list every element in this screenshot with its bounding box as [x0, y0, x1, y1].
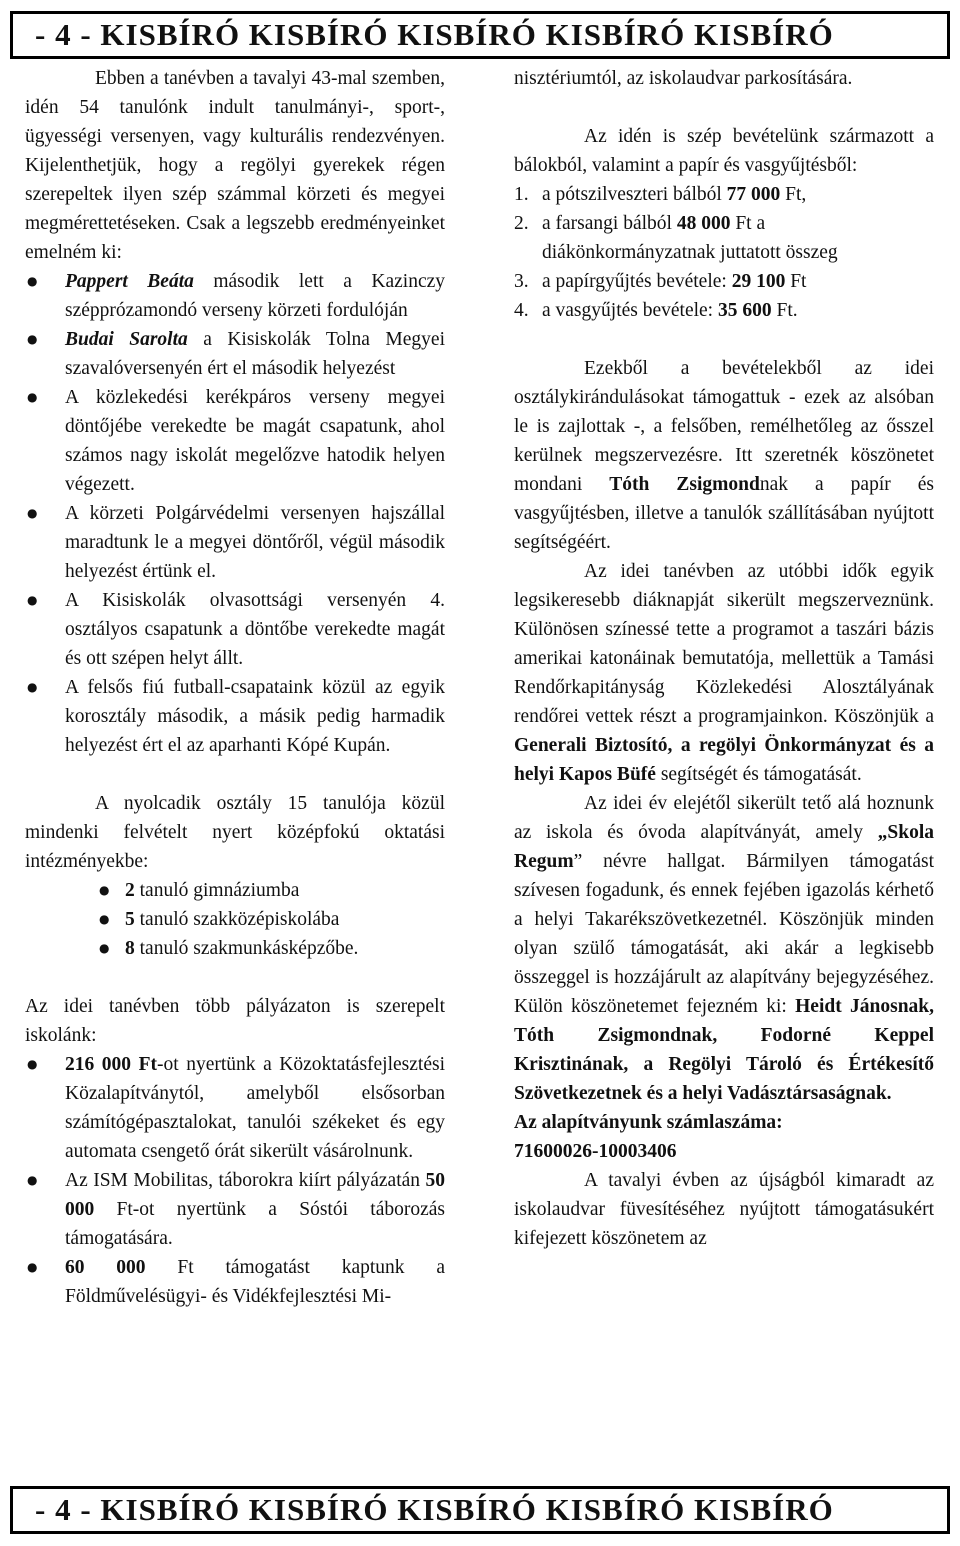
account-number: 71600026-10003406	[514, 1141, 677, 1162]
list-item: ● 8 tanuló szakmunkásképzőbe.	[97, 934, 445, 963]
list-item: ● 60 000 Ft támogatást kaptunk a Földművelésügyi- és Vidékfejlesztési Mi-	[25, 1253, 445, 1311]
list-item: ● 5 tanuló szakközépiskolába	[97, 905, 445, 934]
list-item: ● 216 000 Ft-ot nyertünk a Közoktatásfejlesztési Közalapítványtól, amelyből elsősorban számítógépasztalokat, tanulói székeket és egy automata csengető órát sikerült vásárolnunk.	[25, 1050, 445, 1166]
list-item: ● Az ISM Mobilitas, táborokra kiírt pályázatán 50 000 Ft-ot nyertünk a Sóstói táborozás támogatására.	[25, 1166, 445, 1253]
schools-list	[97, 876, 445, 963]
left-column	[25, 64, 445, 1311]
right-column	[514, 64, 934, 1253]
list-item: ● A körzeti Polgárvédelmi versenyen hajszállal maradtunk le a megyei döntőről, végül második helyezést értünk el.	[25, 499, 445, 586]
list-item: 3. a papírgyűjtés bevétele: 29 100 Ft	[514, 271, 807, 292]
income-intro: Az idén is szép bevételünk származott a bálokból, valamint a papír és vasgyűjtésből:	[514, 126, 934, 176]
eighth-grade-paragraph: A nyolcadik osztály 15 tanulója közül mindenki felvételt nyert középfokú oktatási intézményekbe:	[25, 793, 445, 872]
list-item: 4. a vasgyűjtés bevétele: 35 600 Ft.	[514, 300, 798, 321]
grants-intro: Az idei tanévben több pályázaton is szerepelt iskolánk:	[25, 996, 445, 1046]
grants-list	[25, 1050, 445, 1311]
list-item: ● 2 tanuló gimnáziumba	[97, 876, 445, 905]
account-label: Az alapítványunk számlaszáma:	[514, 1112, 783, 1133]
list-item: ● Pappert Beáta második lett a Kazinczy szépprózamondó verseny körzeti fordulóján	[25, 267, 445, 325]
header-banner: - 4 - KISBÍRÓ KISBÍRÓ KISBÍRÓ KISBÍRÓ KISBÍRÓ	[10, 11, 950, 59]
list-item: 1. a pótszilveszteri bálból 77 000 Ft,	[514, 184, 807, 205]
list-item: 2. a farsangi bálból 48 000 Ft a diákönkormányzatnak juttatott összeg	[514, 213, 838, 263]
results-list	[25, 267, 445, 760]
intro-paragraph: Ebben a tanévben a tavalyi 43-mal szemben, idén 54 tanulónk indult tanulmányi-, sport-, ügyességi versenyen, vagy kulturális rendezvényen. Kijelenthetjük, hogy a regölyi gyerekek régen szerepeltek ilyen szép számmal körzeti és megyei megmérettetéseken. Csak a legszebb eredményeinket emelném ki:	[25, 68, 445, 263]
student-day-paragraph: Az idei tanévben az utóbbi idők egyik legsikeresebb diáknapját sikerült megszerveznünk. Különösen színessé tette a programot a taszári bázis amerikai katonáinak bemutatója, mellettük a Tamási Rendőrkapitányság Közlekedési Alosztályának rendőrei vettek részt a programjainkon. Köszönjük a Generali Biztosító, a regölyi Önkormányzat és a helyi Kapos Büfé segítségét és támogatását.	[514, 561, 934, 785]
list-item: ● A közlekedési kerékpáros verseny megyei döntőjébe verekedte be magát csapatunk, ahol számos nagy iskolát megelőzve hatodik helyen végezett.	[25, 383, 445, 499]
foundation-paragraph: Az idei év elejétől sikerült tető alá hoznunk az iskola és óvoda alapítványát, amely „Skola Regum” névre hallgat. Bármilyen támogatást szívesen fogadunk, és ennek fejében igazolás kérhető a helyi Takarékszövetkezetnél. Köszönjük minden olyan szülő támogatását, aki akár a legkisebb összeggel is hozzájárult az alapítvány bejegyzéséhez. Külön köszönetemet fejezném ki: Heidt Jánosnak, Tóth Zsigmondnak, Fodorné Keppel Krisztinának, a Regölyi Tároló és Értékesítő Szövetkezetnek és a helyi Vadásztársaságnak.	[514, 793, 935, 1104]
list-item: ● A Kisiskolák olvasottsági versenyén 4. osztályos csapatunk a döntőbe verekedte magát és ott szépen helyt állt.	[25, 586, 445, 673]
income-list	[514, 180, 934, 325]
closing-paragraph: A tavalyi évben az újságból kimaradt az iskolaudvar füvesítéséhez nyújtott támogatásukért kifejezett köszönetem az	[514, 1170, 934, 1249]
thanks-paragraph: Ezekből a bevételekből az idei osztálykirándulásokat támogattuk - ezek az alsóban le is zajlottak -, a felsőben, remélhetőleg az ősszel kerülnek megszervezésre. Itt szeretnék köszönetet mondani Tóth Zsigmondnak a papír és vasgyűjtésben, illetve a tanulók szállításában nyújtott segítségéért.	[514, 358, 934, 553]
continued-text: nisztériumtól, az iskolaudvar parkosítására.	[514, 68, 853, 89]
list-item: ● Budai Sarolta a Kisiskolák Tolna Megyei szavalóversenyén ért el második helyezést	[25, 325, 445, 383]
footer-banner: - 4 - KISBÍRÓ KISBÍRÓ KISBÍRÓ KISBÍRÓ KISBÍRÓ	[10, 1486, 950, 1534]
list-item: ● A felsős fiú futball-csapataink közül az egyik korosztály második, a másik pedig harmadik helyezést ért el az aparhanti Kópé Kupán.	[25, 673, 445, 760]
